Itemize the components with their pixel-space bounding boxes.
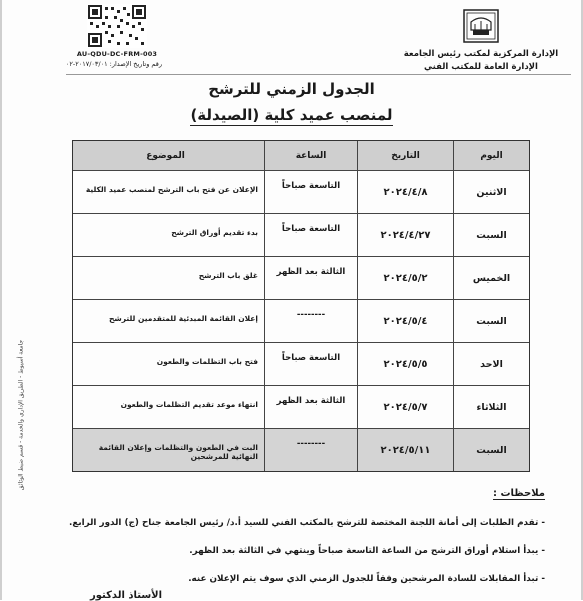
notes-heading [493,488,545,499]
note-item: - تبدأ المقابلات للسادة المرشحين وفقاً للجدول الزمني الذي سوف يتم الإعلان عنه. [188,574,545,584]
note-item: - تقدم الطلبات إلى أمانة اللجنة المختصة للترشح بالمكتب الفني للسيد أ.د/ رئيس الجامعة جناح (ج) الدور الرابع. [68,518,545,528]
cell-day: الثلاثاء [453,386,529,428]
cell-subject: انتهاء موعد تقديم التظلمات والطعون [120,400,258,409]
page-title: الجدول الزمني للترشح [208,80,375,98]
cell-date: ٢٠٢٤/٤/٨ [357,171,453,213]
cell-time: -------- [264,300,357,342]
cell-day: السبت [453,300,529,342]
cell-day: السبت [453,429,529,471]
side-margin-label: جامعة أسيوط - الطريق الإداري والخدمة - قسم ضبط الوثائق [17,339,25,491]
header-time: الساعة [264,141,357,170]
qr-code-icon [87,4,147,48]
issue-line: رقم وتاريخ الإصدار: ٢٠١٧/٠٣/٠١-٠٢ [65,60,162,68]
cell-date: ٢٠٢٤/٥/٥ [357,343,453,385]
table-row [73,385,529,428]
header-divider [66,74,571,75]
side-margin-text [14,300,28,530]
cell-day: الاثنين [453,171,529,213]
org-line-2: الإدارة العامة للمكتب الفني [424,62,538,72]
page-subtitle-text: لمنصب عميد كلية (الصيدلة) [190,106,393,124]
cell-time: التاسعة صباحاً [264,171,357,213]
form-code: AU-QDU-DC-FRM-003 [76,50,158,58]
cell-day: الخميس [453,257,529,299]
cell-date: ٢٠٢٤/٥/٢ [357,257,453,299]
cell-subject: إعلان القائمة المبدئية للمتقدمين للترشح [108,314,258,323]
schedule-table [72,140,530,472]
cell-day: الاحد [453,343,529,385]
table-row-final [73,428,529,471]
note-item: - يبدأ استلام أوراق الترشح من الساعة التاسعة صباحاً وينتهي في الثالثة بعد الظهر. [189,546,545,556]
table-row [73,342,529,385]
header-date: التاريخ [357,141,453,170]
page-subtitle [0,106,583,124]
cell-date: ٢٠٢٤/٥/٧ [357,386,453,428]
cell-time: -------- [264,429,357,471]
cell-time: التاسعة صباحاً [264,214,357,256]
cell-date: ٢٠٢٤/٥/٤ [357,300,453,342]
cell-day: السبت [453,214,529,256]
cell-subject: بدء تقديم أوراق الترشح [171,228,258,237]
cell-subject: غلق باب الترشح [198,271,258,280]
cell-subject: البت في الطعون والتظلمات وإعلان القائمة النهائية للمرشحين [98,443,258,461]
table-row [73,170,529,213]
cell-date: ٢٠٢٤/٤/٢٧ [357,214,453,256]
table-row [73,299,529,342]
org-line-1: الإدارة المركزية لمكتب رئيس الجامعة [403,49,559,59]
cell-date: ٢٠٢٤/٥/١١ [357,429,453,471]
notes-heading-text: ملاحظات : [492,488,545,499]
cell-subject: فتح باب التظلمات والطعون [156,357,258,366]
cell-time: الثالثة بعد الظهر [264,386,357,428]
table-row [73,213,529,256]
org-header [401,8,561,74]
cell-time: التاسعة صباحاً [264,343,357,385]
table-row [73,256,529,299]
signature-title: الأستاذ الدكتور [90,590,163,601]
header-subject: الموضوع [146,150,185,161]
university-logo-icon [461,8,501,44]
table-header-row [73,141,529,170]
header-day: اليوم [453,141,529,170]
form-header [65,4,162,68]
cell-time: الثالثة بعد الظهر [264,257,357,299]
cell-subject: الإعلان عن فتح باب الترشح لمنصب عميد الكلية [85,185,258,194]
